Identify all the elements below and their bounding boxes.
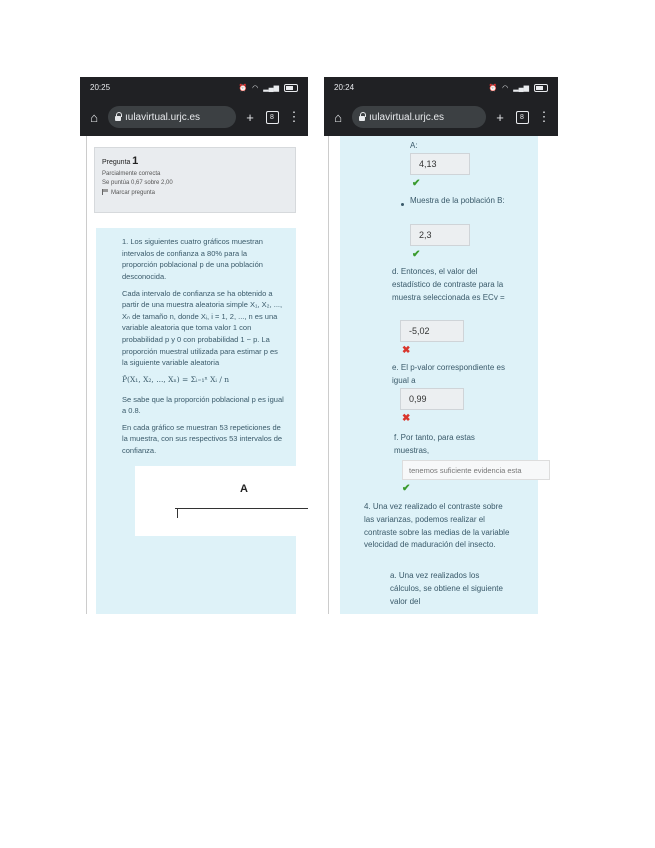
- question-paragraph-3: Se sabe que la proporción poblacional p es igual a 0.8.: [122, 394, 284, 416]
- signal-icon: ▂▄▆: [263, 84, 279, 92]
- tabs-button[interactable]: 8: [264, 109, 280, 125]
- page-border: [328, 136, 329, 614]
- new-tab-icon[interactable]: +: [496, 109, 504, 125]
- conclusion-label: f. Por tanto, para estas muestras,: [394, 433, 475, 455]
- pvalue-label: e. El p-valor correspondiente es igual a: [392, 363, 505, 385]
- left-phone-screenshot: [80, 77, 308, 614]
- chart-title: A: [240, 483, 248, 495]
- chart-axis-tick: [177, 508, 178, 518]
- incorrect-cross-icon: ✖: [402, 413, 411, 424]
- right-phone-screenshot: [324, 77, 558, 614]
- browser-toolbar: [80, 98, 308, 136]
- lock-icon: [359, 116, 365, 121]
- battery-icon: [284, 84, 298, 92]
- sample-a-label: A:: [410, 141, 418, 150]
- status-bar: [80, 77, 308, 98]
- battery-icon: [534, 84, 548, 92]
- correct-check-icon: ✔: [402, 483, 411, 494]
- question-text-panel: [96, 228, 296, 614]
- page-content: [324, 136, 558, 614]
- sample-b-label: Muestra de la población B:: [410, 196, 505, 205]
- menu-icon[interactable]: ⋮: [537, 109, 551, 124]
- sample-b-input[interactable]: 2,3: [410, 224, 470, 246]
- new-tab-icon[interactable]: +: [246, 109, 254, 125]
- question-paragraph-2: Cada intervalo de confianza se ha obtenido a partir de una muestra aleatoria simple X₁, X₂, ..., Xₙ de tamaño n, donde Xᵢ, i = 1, 2, ..., n es una variable aleatoria que toma valor 1 con probabilidad p y 0 con probabilidad 1 − p. La proporción muestral utilizada para estimar p es la siguiente variable aleatoria: [122, 288, 283, 368]
- chart-a-preview: [135, 466, 308, 536]
- pvalue-input[interactable]: 0,99: [400, 388, 464, 410]
- statistic-input[interactable]: -5,02: [400, 320, 464, 342]
- alarm-icon: ⏰: [488, 84, 498, 92]
- correct-check-icon: ✔: [412, 178, 421, 189]
- status-icons: [488, 84, 548, 92]
- page-border: [86, 136, 87, 614]
- question-info-box: [94, 147, 296, 213]
- home-icon[interactable]: ⌂: [334, 109, 342, 125]
- wifi-icon: ◠: [502, 84, 509, 92]
- question-number: 1: [132, 155, 139, 167]
- question-paragraph-1: 1. Los siguientes cuatro gráficos muestran intervalos de confianza a 80% para la proporción poblacional p de una población desconocida.: [122, 237, 263, 281]
- tabs-button[interactable]: 8: [514, 109, 530, 125]
- question-4a-text: a. Una vez realizados los cálculos, se obtiene el siguiente valor del: [390, 571, 503, 606]
- status-time: 20:24: [334, 83, 355, 92]
- question-4-text: 4. Una vez realizado el contraste sobre las varianzas, podemos realizar el contraste sobre las medias de la variable velocidad de maduración del insecto.: [364, 502, 510, 550]
- question-paragraph-4: En cada gráfico se muestran 53 repeticiones de la muestra, con sus respectivos 53 intervalos de confianza.: [122, 422, 283, 455]
- statistic-label: d. Entonces, el valor del estadístico de contraste para la muestra seleccionada es ECv =: [392, 267, 505, 302]
- menu-icon[interactable]: ⋮: [287, 109, 301, 124]
- status-bar: [324, 77, 558, 98]
- status-time: 20:25: [90, 83, 111, 92]
- incorrect-cross-icon: ✖: [402, 345, 411, 356]
- wifi-icon: ◠: [252, 84, 259, 92]
- conclusion-select[interactable]: tenemos suficiente evidencia esta: [402, 460, 550, 480]
- status-icons: [238, 84, 298, 92]
- signal-icon: ▂▄▆: [513, 84, 529, 92]
- url-text: ıulavirtual.urjc.es: [125, 111, 201, 123]
- correct-check-icon: ✔: [412, 249, 421, 260]
- address-bar[interactable]: [352, 106, 486, 128]
- address-bar[interactable]: [108, 106, 236, 128]
- question-status: Parcialmente correcta: [102, 171, 161, 178]
- question-label: Pregunta: [102, 159, 131, 166]
- bullet-icon: [401, 203, 404, 206]
- flag-question-link[interactable]: Marcar pregunta: [102, 189, 288, 198]
- sample-a-input[interactable]: 4,13: [410, 153, 470, 175]
- lock-icon: [115, 116, 121, 121]
- question-score: Se puntúa 0,67 sobre 2,00: [102, 180, 173, 187]
- home-icon[interactable]: ⌂: [90, 109, 98, 125]
- browser-toolbar: [324, 98, 558, 136]
- alarm-icon: ⏰: [238, 84, 248, 92]
- page-content: [80, 136, 308, 614]
- url-text: ıulavirtual.urjc.es: [369, 111, 445, 123]
- proportion-formula: P̂(X₁, X₂, ..., Xₙ) = Σᵢ₌₁ⁿ Xᵢ / n: [122, 374, 230, 384]
- flag-icon: [102, 189, 109, 195]
- chart-axis: [175, 508, 308, 509]
